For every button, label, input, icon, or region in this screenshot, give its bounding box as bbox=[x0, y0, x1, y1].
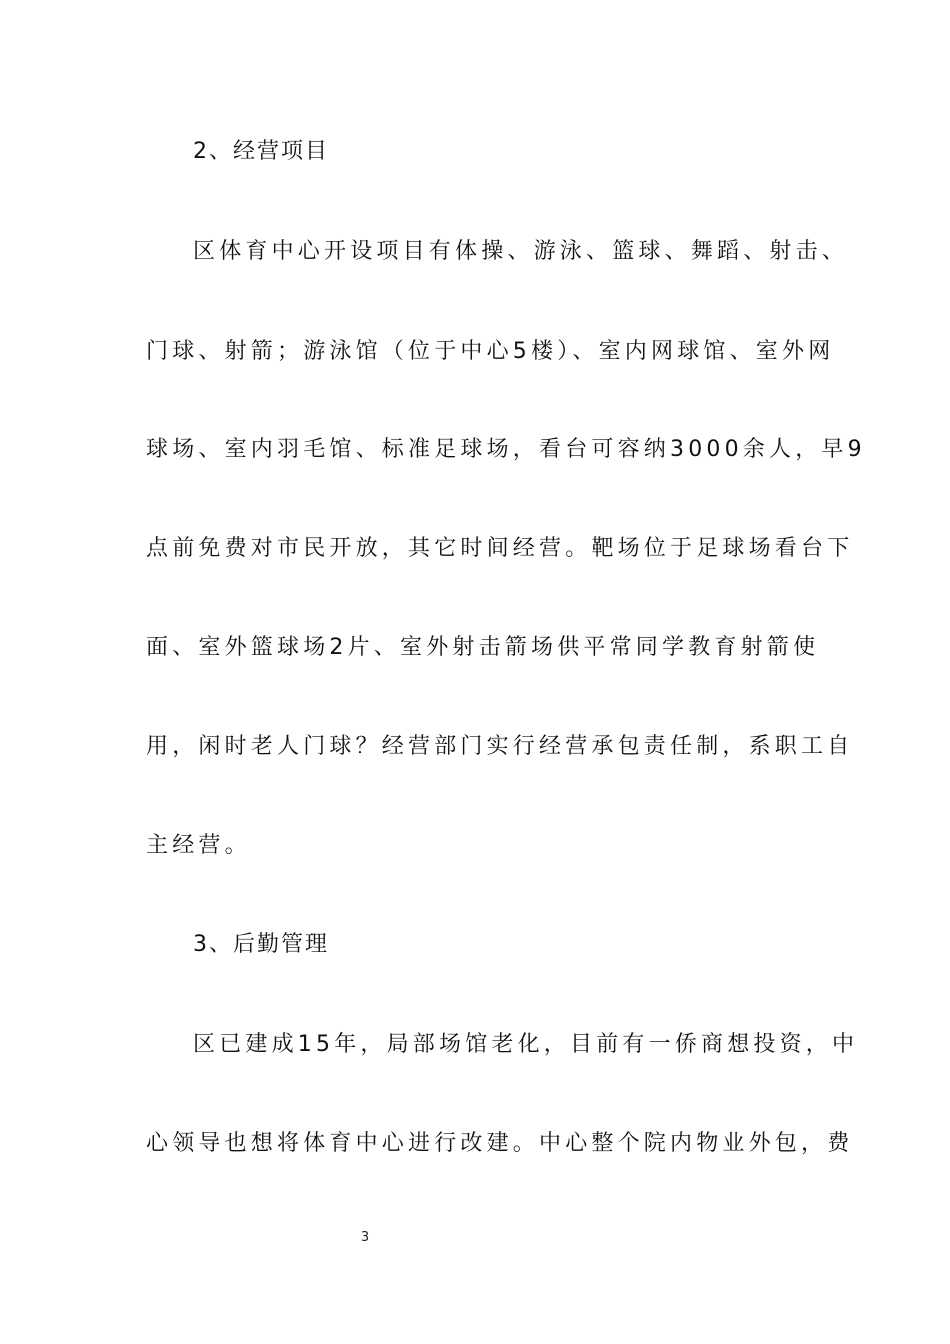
paragraph-line: 用，闲时老人门球？经营部门实行经营承包责任制，系职工自 bbox=[146, 734, 854, 759]
paragraph-line: 球场、室内羽毛馆、标准足球场，看台可容纳3000余人，早9 bbox=[146, 437, 866, 462]
paragraph-line: 心领导也想将体育中心进行改建。中心整个院内物业外包，费 bbox=[146, 1131, 854, 1156]
section-2-heading: 2、经营项目 bbox=[193, 139, 329, 164]
paragraph-line: 面、室外篮球场2片、室外射击箭场供平常同学教育射箭使 bbox=[146, 635, 820, 660]
paragraph-line: 区体育中心开设项目有体操、游泳、篮球、舞蹈、射击、 bbox=[193, 239, 849, 264]
paragraph-line: 门球、射箭；游泳馆（位于中心5楼）、室内网球馆、室外网 bbox=[146, 339, 835, 364]
paragraph-line: 主经营。 bbox=[146, 833, 251, 858]
section-3-heading: 3、后勤管理 bbox=[193, 932, 329, 957]
page-number: 3 bbox=[360, 1230, 370, 1245]
paragraph-line: 点前免费对市民开放，其它时间经营。靶场位于足球场看台下 bbox=[146, 536, 854, 561]
paragraph-line: 区已建成15年，局部场馆老化，目前有一侨商想投资，中 bbox=[193, 1032, 859, 1057]
